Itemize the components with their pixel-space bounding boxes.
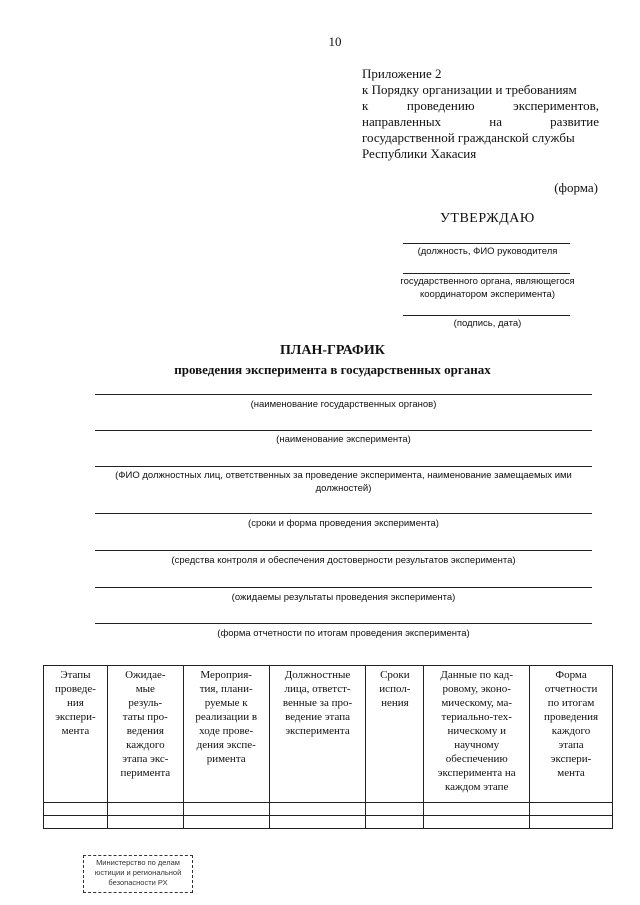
approve-caption: государственного органа, являющегося (400, 276, 575, 287)
header-cell (530, 666, 613, 803)
header-cell-line: лица, ответст- (284, 683, 351, 695)
header-cell-line: проведения (544, 711, 599, 723)
header-cell-line: реализации в (195, 711, 258, 723)
appendix-line: государственной гражданской службы (362, 130, 575, 145)
fill-line (95, 466, 592, 467)
table-cell (530, 803, 613, 816)
header-cell-line: перимента (120, 767, 171, 779)
header-cell-line: таты про- (122, 711, 168, 723)
registration-stamp (83, 855, 193, 893)
signature-line (403, 315, 570, 316)
header-cell (44, 666, 108, 803)
table-cell (424, 816, 530, 829)
header-cell-line: ническому и (447, 725, 506, 737)
table-row (44, 803, 613, 816)
header-cell-line: мые (135, 683, 155, 695)
field-caption: (наименование государственных органов) (250, 399, 437, 410)
field-caption: (ожидаемы результаты проведения эксперимента) (231, 592, 456, 603)
approve-caption: (должность, ФИО руководителя (417, 246, 558, 257)
appendix-line (362, 98, 599, 114)
field-caption: (наименование эксперимента) (276, 434, 411, 445)
header-cell-line: эксперимента на (437, 767, 516, 779)
form-label: (форма) (554, 180, 598, 195)
header-cell-line: руемые к (204, 697, 248, 709)
plan-title: ПЛАН-ГРАФИК (280, 343, 385, 358)
header-cell-line: проведе- (54, 683, 96, 695)
appendix-title: Приложение 2 (362, 66, 442, 81)
header-cell-line: этапа экс- (122, 753, 169, 765)
appendix-block (362, 66, 599, 162)
header-cell-line: ния (67, 697, 84, 709)
appendix-line: к Порядку организации и требованиям (362, 82, 577, 97)
table-cell (269, 816, 366, 829)
header-cell-line: испол- (379, 683, 411, 695)
fill-line (95, 513, 592, 514)
table-cell (269, 803, 366, 816)
approve-title: УТВЕРЖДАЮ (440, 211, 535, 226)
header-cell (269, 666, 366, 803)
appendix-word: направленных (362, 114, 442, 129)
table-cell (183, 803, 269, 816)
page-number: 10 (328, 34, 342, 49)
fill-line (95, 430, 592, 431)
schedule-table (43, 665, 613, 829)
field-caption: (средства контроля и обеспечения достоверности результатов эксперимента) (171, 555, 516, 566)
appendix-word: к (362, 98, 369, 113)
approve-caption: координатором эксперимента) (420, 289, 555, 300)
appendix-word: экспериментов, (513, 98, 600, 113)
header-cell-line: каждом этапе (445, 781, 509, 793)
header-cell-line: ровому, эконо- (442, 683, 511, 695)
table-cell (44, 816, 108, 829)
table-cell (183, 816, 269, 829)
stamp-line: Министерство по делам (96, 858, 180, 867)
plan-subtitle: проведения эксперимента в государственных органах (174, 362, 491, 377)
header-cell-line: отчетности (544, 683, 598, 695)
table-cell (424, 803, 530, 816)
stamp-line: безопасности РХ (108, 878, 168, 887)
header-cell-line: по итогам (547, 697, 595, 709)
appendix-line (362, 114, 599, 130)
table-cell (366, 816, 424, 829)
header-cell-line: Должностные (284, 669, 351, 681)
header-cell-line: обеспечению (445, 753, 508, 765)
header-cell-line: ведения (126, 725, 164, 737)
signature-line (403, 273, 570, 274)
header-cell (107, 666, 183, 803)
header-cell-line: Мероприя- (200, 669, 252, 681)
appendix-word: на (489, 114, 502, 129)
table-cell (530, 816, 613, 829)
table-row (44, 816, 613, 829)
header-cell-line: Данные по кад- (440, 669, 514, 681)
signature-line (403, 243, 570, 244)
field-caption: (форма отчетности по итогам проведения эксперимента) (217, 628, 470, 639)
fill-line (95, 623, 592, 624)
table-header-row (44, 666, 613, 803)
header-cell-line: римента (206, 753, 246, 765)
header-cell-line: венные за про- (282, 697, 353, 709)
header-cell-line: экспери- (550, 753, 592, 765)
header-cell (366, 666, 424, 803)
header-cell-line: Сроки (380, 669, 410, 681)
field-caption: должностей) (315, 483, 372, 494)
header-cell-line: Этапы (60, 669, 91, 681)
header-cell-line: научному (454, 739, 500, 751)
header-cell-line: Ожидае- (125, 669, 166, 681)
header-cell-line: каждого (551, 725, 591, 737)
table-cell (107, 816, 183, 829)
appendix-word: развитие (550, 114, 599, 129)
header-cell (424, 666, 530, 803)
header-cell-line: мента (557, 767, 585, 779)
appendix-line: Республики Хакасия (362, 146, 477, 161)
header-cell-line: мента (61, 725, 90, 737)
table-cell (44, 803, 108, 816)
header-cell-line: Форма (555, 669, 587, 681)
fill-line (95, 587, 592, 588)
approve-caption: (подпись, дата) (453, 318, 522, 329)
header-cell-line: мическому, ма- (441, 697, 513, 709)
header-cell-line: каждого (126, 739, 165, 751)
header-cell-line: ведение этапа (285, 711, 350, 723)
header-cell-line: нения (381, 697, 409, 709)
fill-line (95, 394, 592, 395)
header-cell (183, 666, 269, 803)
header-cell-line: тия, плани- (199, 683, 253, 695)
field-caption: (ФИО должностных лиц, ответственных за проведение эксперимента, наименование замещаемых ими (115, 470, 572, 481)
header-cell-line: териально-тех- (441, 711, 512, 723)
header-cell-line: экспери- (55, 711, 96, 723)
header-cell-line: этапа (558, 739, 584, 751)
header-cell-line: ходе прове- (199, 725, 254, 737)
header-cell-line: дения экспе- (196, 739, 256, 751)
field-caption: (сроки и форма проведения эксперимента) (248, 518, 439, 529)
fill-line (95, 550, 592, 551)
appendix-word: проведению (406, 98, 475, 113)
header-cell-line: резуль- (128, 697, 163, 709)
stamp-line: юстиции и региональной (94, 868, 182, 877)
header-cell-line: эксперимента (285, 725, 350, 737)
table-cell (366, 803, 424, 816)
table-cell (107, 803, 183, 816)
